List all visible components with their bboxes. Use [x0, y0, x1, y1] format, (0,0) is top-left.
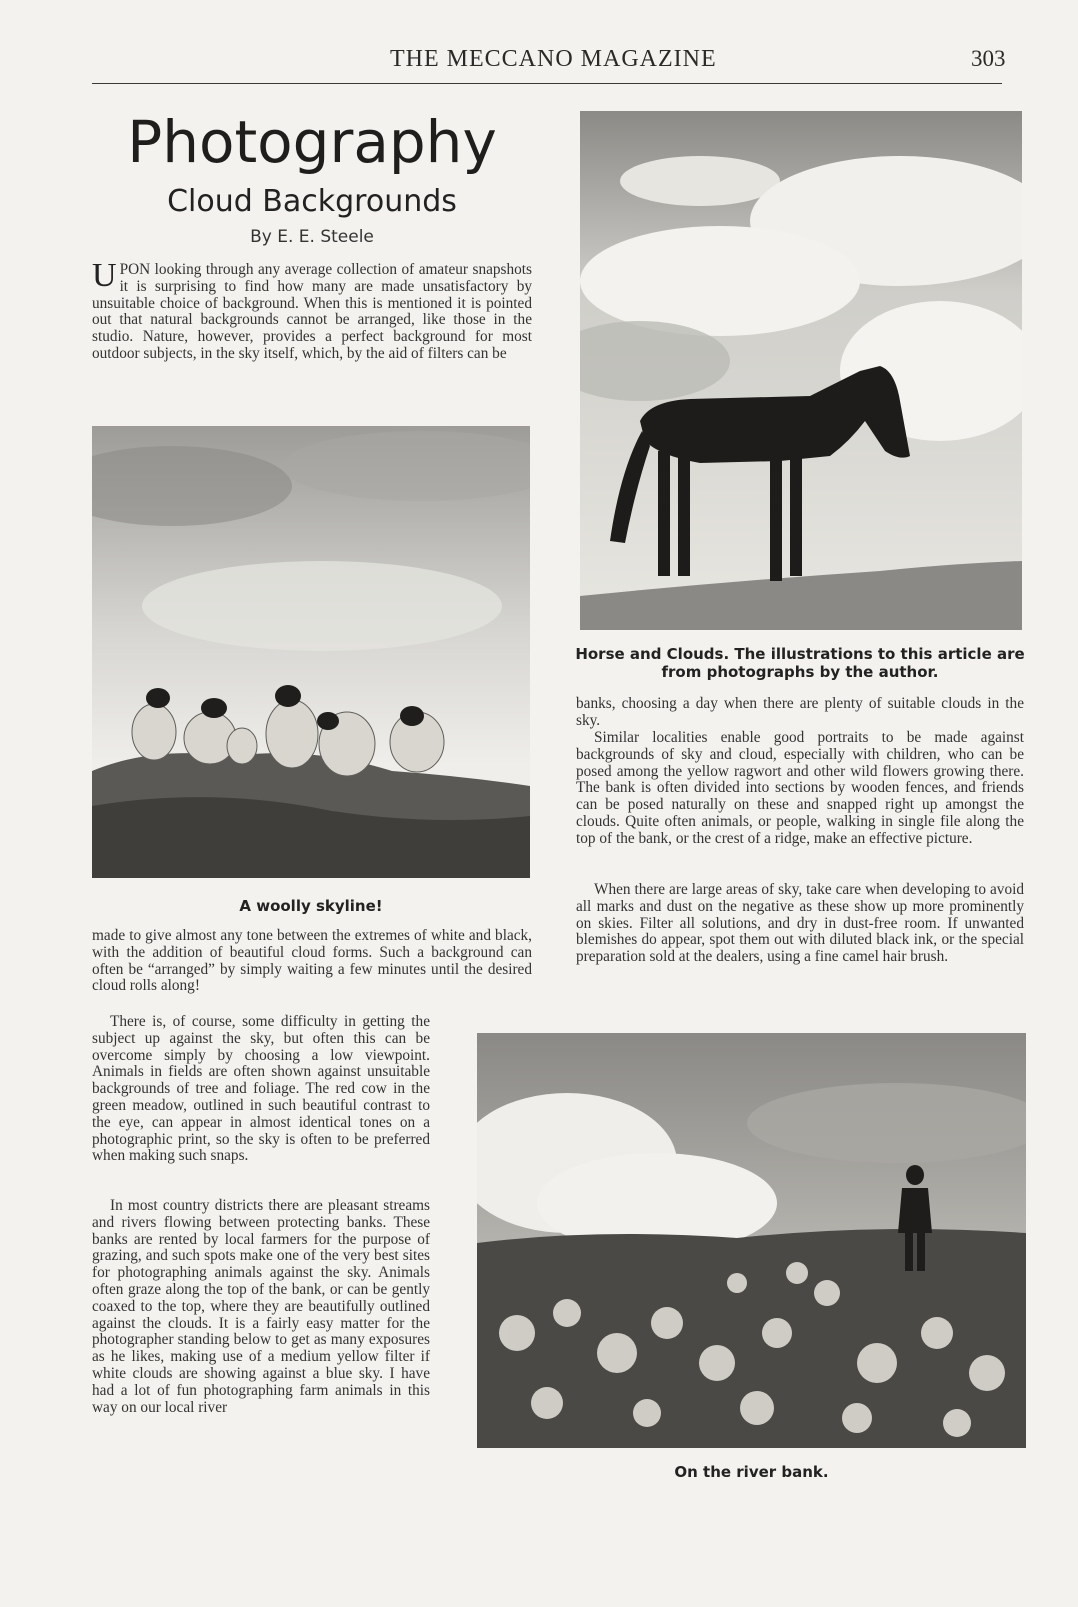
article-byline: By E. E. Steele	[250, 227, 374, 247]
intro-paragraph	[92, 257, 532, 363]
river-bank-photo	[477, 1033, 1026, 1448]
left-paragraph-1: made to give almost any tone between the extremes of white and black, with the addition of beautiful cloud forms. Such a background can often be “arranged” by simply waiting a few minutes until the desired cloud rolls along!	[92, 927, 532, 995]
left-paragraph-2: There is, of course, some difficulty in getting the subject up against the sky, but often this can be overcome simply by choosing a low viewpoint. Animals in fields are often shown against unsuitable backgrounds of tree and foliage. The red cow in the green meadow, outlined in such beautiful contrast to the eye, can appear in almost identical tones on a photographic print, so the sky is often to be preferred when making such snaps.	[92, 1013, 430, 1165]
page-number: 303	[971, 46, 1006, 71]
sheep-photo	[92, 426, 530, 878]
right-paragraph-3: When there are large areas of sky, take care when developing to avoid all marks and dust on the negative as these show up more prominently on skies. Filter all solutions, and dry in dust-free room. If unwanted blemishes do appear, spot them out with diluted black ink, or the special preparation sold at the dealers, using a fine camel hair brush.	[576, 881, 1024, 966]
horse-caption: Horse and Clouds. The illustrations to this article are from photographs by the author.	[575, 645, 1025, 681]
header-rule	[92, 83, 1002, 84]
article-title: Photography	[127, 108, 497, 176]
sheep-caption: A woolly skyline!	[239, 897, 383, 915]
magazine-title: THE MECCANO MAGAZINE	[390, 46, 717, 72]
left-paragraph-3: In most country districts there are pleasant streams and rivers flowing between protecting banks. These banks are rented by local farmers for the purpose of grazing, and such spots make one of the very best sites for photographing animals against the sky. Animals often graze along the top of the bank, or can be gently coaxed to the top, where they are beautifully outlined against the clouds. It is a fairly easy matter for the photographer standing below to get as many exposures as he likes, making use of a medium yellow filter if white clouds are showing against a blue sky. I have had a lot of fun photographing farm animals in this way on our local river	[92, 1197, 430, 1416]
drop-cap: U	[92, 257, 117, 294]
article-subtitle: Cloud Backgrounds	[167, 184, 457, 219]
intro-text: PON looking through any average collection of amateur snapshots it is surprising to find how many are made unsatisfactory by unsuitable choice of background. When this is mentioned it is pointed out that natural backgrounds cannot be arranged, like those in the studio. Nature, however, provides a perfect background for most outdoor subjects, in the sky itself, which, by the aid of filters can be	[92, 261, 532, 362]
horse-photo	[580, 111, 1022, 630]
right-paragraph-1: banks, choosing a day when there are plenty of suitable clouds in the sky.	[576, 695, 1024, 729]
river-bank-caption: On the river bank.	[674, 1463, 829, 1481]
right-paragraph-2: Similar localities enable good portraits to be made against backgrounds of sky and cloud, especially with children, who can be posed among the yellow ragwort and other wild flowers growing there. The bank is often divided into sections by wooden fences, and friends can be posed naturally on these and snapped right up amongst the clouds. Quite often animals, or people, walking in single file along the top of the bank, or the crest of a ridge, make an effective picture.	[576, 729, 1024, 847]
